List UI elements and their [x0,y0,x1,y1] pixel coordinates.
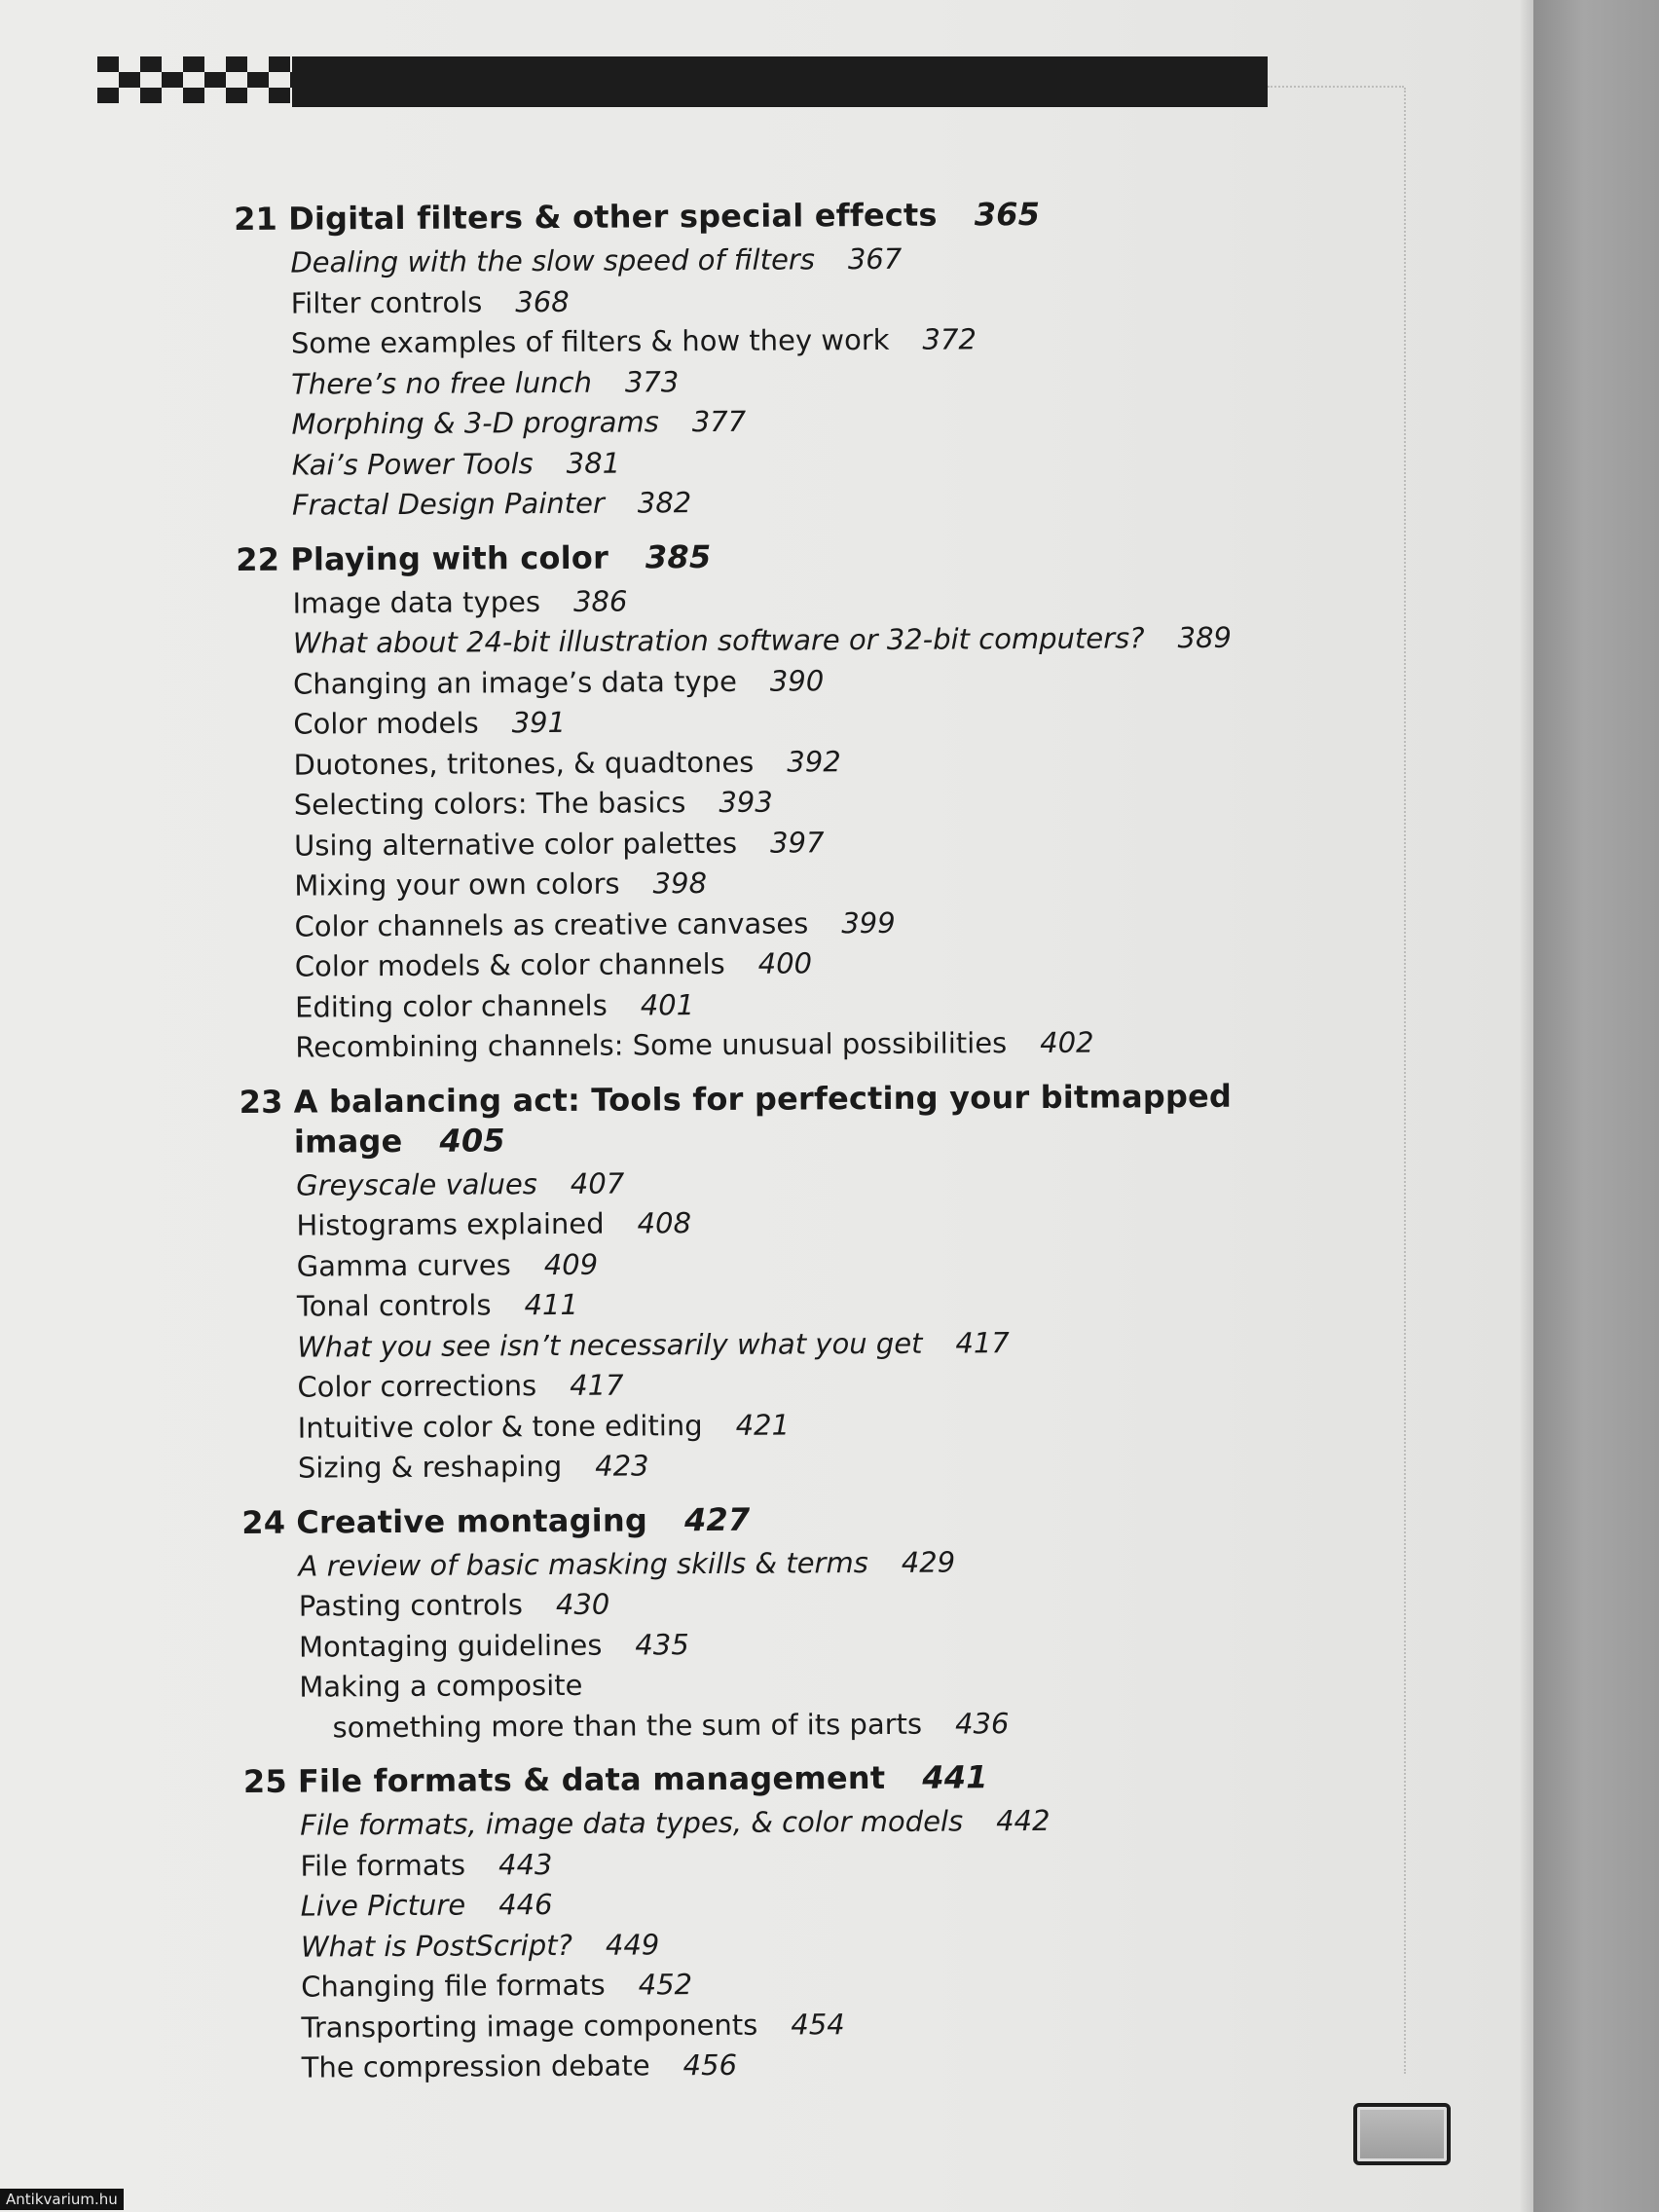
chapter-number: 24 [241,1503,286,1541]
chapter-title: File formats & data management [297,1758,886,1800]
chapter-heading [243,1755,1314,1802]
section-title: Sizing & reshaping [297,1449,563,1485]
chapter-24 [241,1496,1314,1749]
chapter-title: A balancing act: Tools for perfecting your bitmapped image [293,1077,1233,1161]
chapter-page-number: 441 [922,1758,988,1796]
section-title-continuation [299,1702,1313,1749]
section-page-number: 402 [1040,1025,1094,1059]
chapter-heading [234,193,1305,240]
section-entry [291,317,1306,364]
section-entry [292,479,1307,526]
chapter-title-line [298,1755,1314,1801]
section-entry [291,358,1306,405]
section-title: Color corrections [297,1369,537,1404]
chapter-heading [241,1496,1312,1543]
section-entry [295,1021,1309,1068]
chapter-title: Creative montaging [296,1500,648,1541]
section-title: Dealing with the slow speed of filters [290,242,815,279]
chapter-25 [243,1755,1316,2088]
chapter-21 [234,193,1307,526]
section-title: Gamma curves [296,1247,511,1283]
section-page-number: 400 [757,946,813,980]
section-entry [302,2042,1316,2088]
watermark: Antikvarium.hu [0,2189,124,2210]
section-title: Color models & color channels [294,946,725,983]
section-page-number: 373 [624,364,680,399]
section-page-number: 386 [572,584,628,618]
section-title: Recombining channels: Some unusual possibilities [295,1026,1008,1064]
page-edge [1533,0,1659,2212]
section-page-number: 442 [996,1803,1051,1838]
section-entry [293,658,1308,705]
section-title: Tonal controls [296,1288,492,1323]
chapter-heading [236,534,1307,580]
section-title: Changing file formats [301,1968,606,2004]
section-entry [301,1921,1315,1968]
section-page-number: 446 [498,1888,553,1922]
chapter-number: 23 [239,1083,283,1121]
page-edge-shadow [1519,0,1533,2212]
section-page-number: 452 [638,1968,693,2002]
section-page-number: 398 [652,866,708,901]
section-title: Kai’s Power Tools [291,446,534,482]
chapter-number: 25 [242,1762,287,1800]
section-page-number: 443 [498,1847,553,1881]
section-page-number: 454 [791,2007,845,2042]
chapter-page-number: 405 [439,1121,505,1160]
section-title: Live Picture [300,1888,466,1923]
section-page-number: 399 [841,905,896,940]
section-entry [300,1799,1314,1846]
section-title: File formats [300,1848,466,1883]
section-entry [298,1402,1312,1449]
section-title: Selecting colors: The basics [293,786,686,822]
section-entry [295,940,1309,987]
header-bar [292,56,1268,107]
section-page-number: 417 [955,1325,1010,1359]
section-page-number: 435 [635,1627,689,1662]
chapter-title-line [294,1076,1310,1161]
section-page-number: 430 [555,1587,610,1622]
section-title: Color channels as creative canvases [294,905,809,943]
chapter-heading [240,1076,1310,1162]
section-page-number: 389 [1177,620,1233,655]
section-page-number: 392 [787,744,841,779]
section-entry [294,860,1309,906]
section-page-number: 382 [637,486,692,520]
section-page-number: 372 [922,322,977,356]
section-entry [293,617,1308,664]
section-page-number: 391 [511,705,567,740]
guide-line-top [1268,86,1404,88]
table-of-contents [234,193,1316,2102]
section-title: Making a composite [299,1668,583,1704]
section-entry [297,1240,1311,1287]
section-entry [293,698,1308,745]
chapter-page-number: 365 [974,195,1041,234]
section-title: Mixing your own colors [294,866,620,903]
section-title: File formats, image data types, & color models [300,1804,964,1842]
section-entry [299,1580,1313,1627]
section-title: Using alternative color palettes [293,826,738,863]
section-entry [298,1442,1312,1489]
section-entry [297,1321,1311,1368]
section-title: Editing color channels [294,988,608,1024]
section-entry [294,901,1309,947]
section-entry [291,277,1306,324]
section-entry [291,398,1306,445]
section-entry [299,1661,1313,1748]
section-entry [290,237,1305,283]
section-list [296,1160,1312,1489]
section-entry [297,1361,1311,1408]
section-title: What is PostScript? [300,1928,573,1964]
section-page-number: 436 [954,1706,1010,1741]
section-title: Color models [293,706,479,741]
chapter-title-line [296,1496,1312,1542]
chapter-number: 22 [236,540,280,578]
section-title: Image data types [292,584,541,620]
chapter-23 [240,1076,1313,1490]
section-entry [293,739,1308,786]
section-entry [300,1840,1314,1887]
section-entry [297,1280,1311,1327]
section-page-number: 408 [637,1206,692,1240]
chapter-page-number: 385 [645,537,712,575]
section-entry [301,1880,1315,1927]
chapter-22 [236,534,1309,1069]
section-title: Montaging guidelines [298,1628,603,1664]
section-title: The compression debate [301,2048,650,2084]
section-entry [294,820,1309,866]
section-page-number: 456 [682,2047,738,2083]
section-title: There’s no free lunch [291,365,593,401]
section-list [300,1799,1316,2088]
section-list [290,237,1307,526]
section-page-number: 411 [524,1287,578,1322]
section-title: Changing an image’s data type [292,664,737,701]
chapter-title: Digital filters & other special effects [288,196,938,238]
section-title: Intuitive color & tone editing [297,1408,703,1445]
section-page-number: 381 [566,446,621,480]
section-title: Morphing & 3-D programs [291,405,659,441]
section-entry [299,1621,1313,1668]
section-title-continuation-text: something more than the sum of its parts [332,1707,923,1744]
section-page-number: 407 [570,1166,625,1200]
section-title: A review of basic masking skills & terms [298,1545,868,1583]
section-entry [298,1540,1312,1587]
section-entry [301,1961,1315,2008]
section-page-number: 417 [570,1368,624,1402]
chapter-page-number: 427 [683,1500,751,1538]
chapter-number: 21 [234,200,278,238]
section-page-number: 393 [719,785,773,819]
section-page-number: 377 [691,404,747,439]
section-title: Duotones, tritones, & quadtones [293,745,755,782]
section-title: Fractal Design Painter [291,486,605,522]
section-list [298,1540,1313,1749]
chapter-title-line [288,193,1305,239]
section-title: Filter controls [290,284,483,320]
section-title: Histograms explained [296,1206,605,1242]
section-page-number: 409 [543,1247,599,1281]
section-entry [296,1160,1310,1206]
section-page-number: 390 [769,663,825,698]
section-page-number: 368 [515,284,570,318]
page-tab-icon [1353,2103,1451,2165]
section-list [292,577,1309,1068]
section-page-number: 367 [847,241,903,276]
section-page-number: 397 [770,825,825,860]
section-title: Pasting controls [298,1588,524,1623]
section-entry [295,981,1309,1028]
guide-line-right [1404,88,1406,2074]
section-title: Greyscale values [296,1166,537,1202]
chapter-title: Playing with color [290,538,609,578]
section-title: What about 24-bit illustration software or 32-bit computers? [292,621,1145,660]
chapter-title-line [290,534,1307,579]
section-title: What you see isn’t necessarily what you get [297,1326,923,1364]
section-entry [296,1199,1310,1246]
section-page-number: 423 [595,1449,649,1483]
section-entry [292,577,1307,624]
section-entry [294,779,1309,826]
section-page-number: 401 [640,987,695,1021]
section-title: Some examples of filters & how they work [290,322,890,360]
section-page-number: 449 [605,1927,660,1962]
section-title: Transporting image components [301,2008,758,2045]
section-page-number: 429 [901,1544,956,1579]
section-entry [292,439,1307,486]
section-page-number: 421 [735,1408,791,1442]
section-entry [301,2002,1315,2048]
